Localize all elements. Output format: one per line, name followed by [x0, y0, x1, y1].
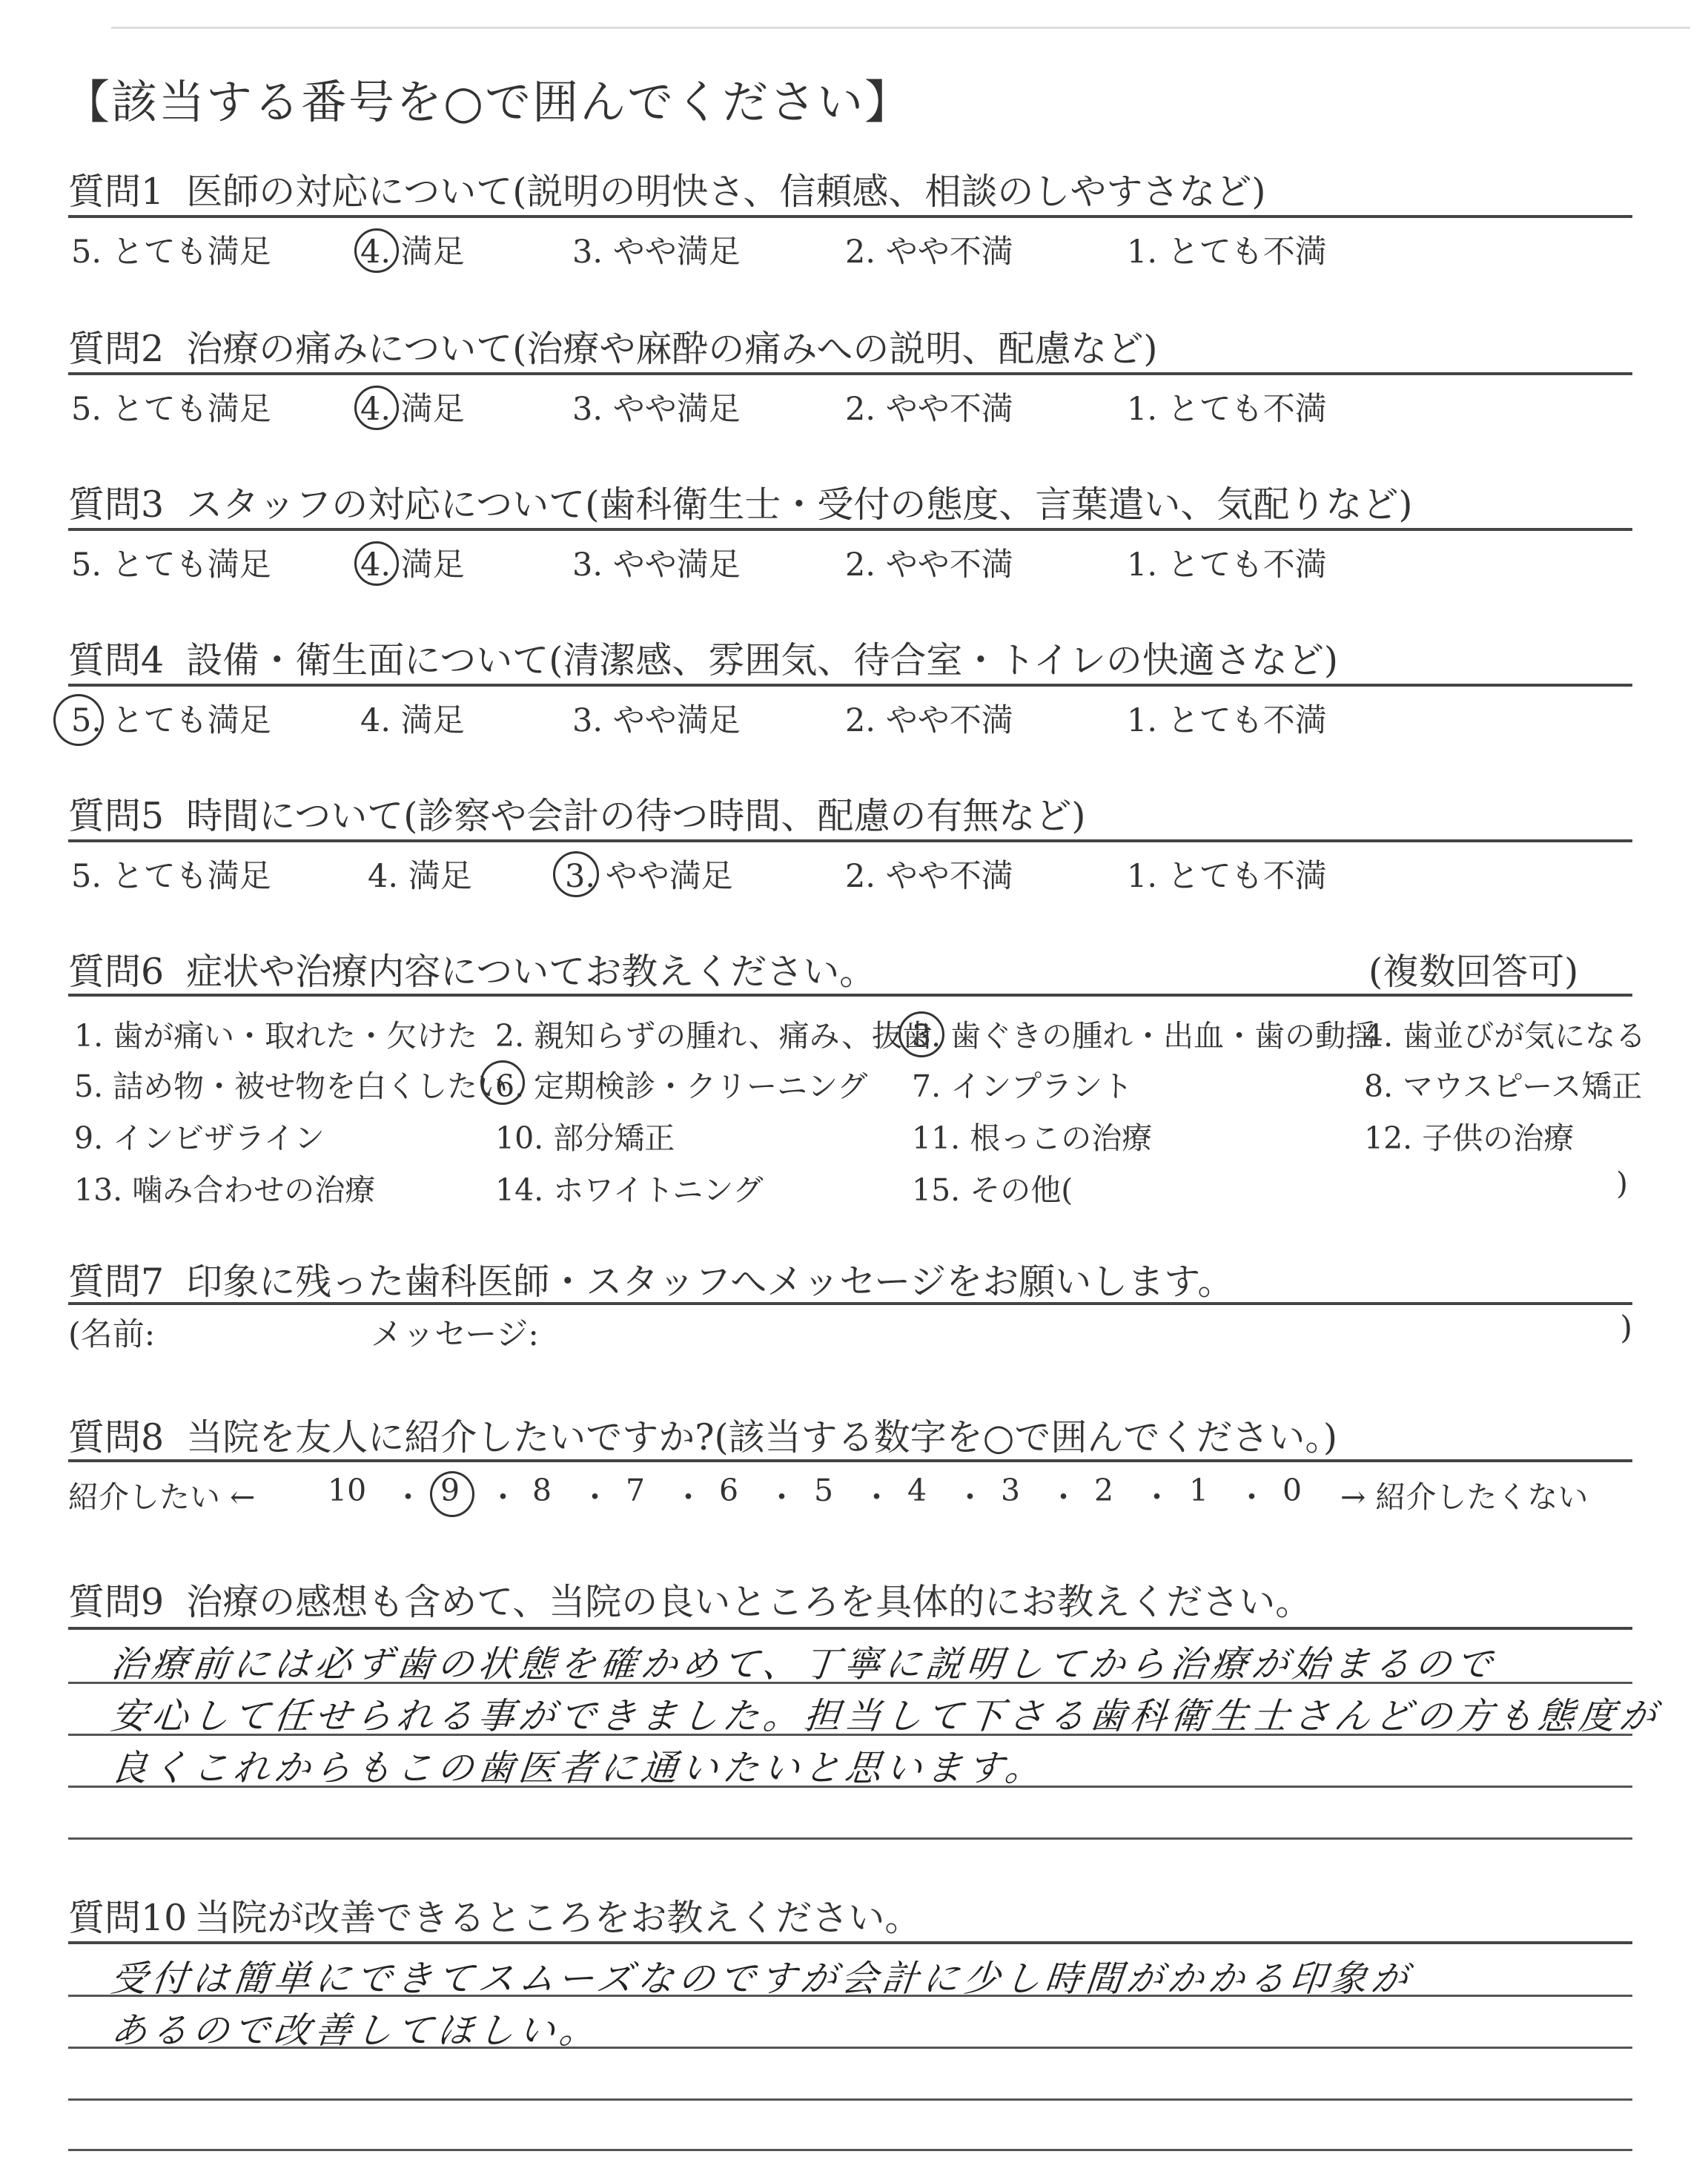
q6-option-15[interactable]: 15. その他( [912, 1172, 1073, 1208]
scale-4[interactable]: 4 [907, 1473, 927, 1508]
question-number: 質問1 [68, 171, 165, 213]
q4-option-4[interactable]: 4. 満足 [360, 702, 465, 739]
scale-dot: ・ [488, 1479, 518, 1515]
question-number: 質問8 [68, 1416, 165, 1459]
question-1-title [68, 163, 1265, 215]
question-10-title [68, 1889, 921, 1941]
q2-option-5[interactable]: 5. とても満足 [71, 391, 271, 428]
q5-option-5[interactable]: 5. とても満足 [71, 858, 271, 895]
q5-option-3[interactable]: 3. やや満足 [565, 858, 733, 895]
q6-option-4[interactable]: 4. 歯並びが気になる [1364, 1018, 1646, 1054]
q1-option-2[interactable]: 2. やや不満 [845, 234, 1013, 271]
question-number: 質問10 [68, 1897, 188, 1939]
question-number: 質問4 [68, 639, 165, 681]
q2-option-2[interactable]: 2. やや不満 [845, 391, 1013, 428]
question-9-title [68, 1573, 1311, 1625]
q2-option-3[interactable]: 3. やや満足 [572, 391, 741, 428]
q6-option-14[interactable]: 14. ホワイトニング [495, 1172, 764, 1208]
q4-option-1[interactable]: 1. とても不満 [1127, 702, 1327, 739]
question-rule [68, 372, 1632, 375]
scale-dot: ・ [580, 1479, 610, 1515]
q9-answer-line-1: 治療前には必ず歯の状態を確かめて、丁寧に説明してから治療が始まるので [108, 1643, 1499, 1685]
scale-left-label: 紹介したい ← [68, 1479, 256, 1515]
page-heading: 【該当する番号を○で囲んでください】 [64, 75, 913, 129]
selection-circle [354, 228, 399, 273]
question-3-title [68, 476, 1412, 528]
scale-5[interactable]: 5 [814, 1473, 834, 1508]
q6-option-7[interactable]: 7. インプラント [912, 1069, 1133, 1104]
question-text: 印象に残った歯科医師・スタッフへメッセージをお願いします。 [186, 1261, 1234, 1303]
question-rule [68, 528, 1632, 531]
question-rule [68, 1302, 1632, 1305]
answer-line [68, 2098, 1632, 2101]
scale-8[interactable]: 8 [532, 1473, 552, 1508]
answer-line [68, 2149, 1632, 2151]
q3-option-5[interactable]: 5. とても満足 [71, 546, 271, 584]
answer-line [68, 1837, 1632, 1840]
scale-right-label: → 紹介したくない [1340, 1479, 1589, 1515]
close-paren: ) [1620, 1309, 1632, 1347]
question-5-title [68, 787, 1085, 839]
question-rule [68, 1459, 1632, 1462]
scale-dot: ・ [1048, 1479, 1079, 1515]
q3-option-2[interactable]: 2. やや不満 [845, 546, 1013, 584]
selection-circle [480, 1060, 525, 1105]
q2-option-4[interactable]: 4. 満足 [360, 391, 465, 428]
q6-option-10[interactable]: 10. 部分矯正 [495, 1120, 675, 1156]
q6-other-close-paren: ) [1616, 1166, 1628, 1201]
scale-dot: ・ [767, 1479, 797, 1515]
question-text: 治療の痛みについて(治療や麻酔の痛みへの説明、配慮など) [186, 328, 1158, 370]
message-label: メッセージ: [371, 1316, 539, 1353]
question-text: 当院が改善できるところをお教えください。 [194, 1897, 921, 1939]
question-number: 質問6 [68, 951, 165, 993]
q6-option-1[interactable]: 1. 歯が痛い・取れた・欠けた [74, 1018, 478, 1054]
question-rule [68, 994, 1632, 997]
scale-dot: ・ [861, 1479, 892, 1515]
selection-circle [53, 694, 104, 746]
question-2-title [68, 320, 1157, 372]
q6-option-9[interactable]: 9. インビザライン [74, 1120, 325, 1156]
q4-option-5[interactable]: 5. とても満足 [71, 702, 271, 739]
question-rule [68, 839, 1632, 842]
scale-9[interactable]: 9 [440, 1473, 460, 1508]
q6-option-3[interactable]: 3. 歯ぐきの腫れ・出血・歯の動揺 [912, 1018, 1377, 1054]
selection-circle [354, 541, 399, 586]
question-text: スタッフの対応について(歯科衛生士・受付の態度、言葉遣い、気配りなど) [186, 483, 1413, 526]
question-text: 治療の感想も含めて、当院の良いところを具体的にお教えください。 [186, 1581, 1312, 1623]
q2-option-1[interactable]: 1. とても不満 [1127, 391, 1327, 428]
selection-circle [430, 1471, 474, 1517]
question-4-title [68, 632, 1338, 684]
question-rule [68, 684, 1632, 687]
q6-option-11[interactable]: 11. 根っこの治療 [912, 1120, 1153, 1156]
question-text: 医師の対応について(説明の明快さ、信頼感、相談のしやすさなど) [186, 171, 1266, 213]
q1-option-5[interactable]: 5. とても満足 [71, 234, 271, 271]
question-text: 当院を友人に紹介したいですか?(該当する数字を○で囲んでください。) [186, 1416, 1337, 1459]
q6-option-12[interactable]: 12. 子供の治療 [1364, 1120, 1575, 1156]
selection-circle [553, 851, 599, 897]
scale-1[interactable]: 1 [1189, 1473, 1209, 1508]
scale-dot: ・ [673, 1479, 704, 1515]
q5-option-4[interactable]: 4. 満足 [368, 858, 472, 895]
q9-answer-line-3: 良くこれからもこの歯医者に通いたいと思います。 [108, 1747, 1048, 1789]
top-border [111, 27, 1690, 29]
name-label: (名前: [68, 1316, 156, 1353]
q10-answer-line-2: あるので改善してほしい。 [108, 2009, 603, 2052]
question-7-title [68, 1253, 1234, 1305]
q3-option-1[interactable]: 1. とても不満 [1127, 546, 1327, 584]
question-text: 症状や治療内容についてお教えください。 [186, 951, 876, 993]
question-rule [68, 1941, 1632, 1944]
q4-option-3[interactable]: 3. やや満足 [572, 702, 741, 739]
selection-circle [898, 1011, 944, 1057]
q5-option-2[interactable]: 2. やや不満 [845, 858, 1013, 895]
question-number: 質問3 [68, 483, 165, 526]
scale-dot: ・ [393, 1479, 423, 1515]
scale-7[interactable]: 7 [626, 1473, 646, 1508]
scale-10[interactable]: 10 [328, 1473, 367, 1508]
q1-option-1[interactable]: 1. とても不満 [1127, 234, 1327, 271]
question-number: 質問7 [68, 1261, 165, 1303]
scale-6[interactable]: 6 [719, 1473, 739, 1508]
question-rule [68, 1627, 1632, 1630]
q6-option-13[interactable]: 13. 噛み合わせの治療 [74, 1172, 376, 1208]
q3-option-3[interactable]: 3. やや満足 [572, 546, 741, 584]
scale-dot: ・ [1142, 1479, 1172, 1515]
q10-answer-line-1: 受付は簡単にできてスムーズなのですが会計に少し時間がかかる印象が [108, 1958, 1414, 2000]
question-8-title [68, 1409, 1337, 1461]
scale-0[interactable]: 0 [1282, 1473, 1302, 1508]
question-6-title [68, 943, 875, 995]
q9-answer-line-2: 安心して任せられる事ができました。担当して下さる歯科衛生士さんどの方も態度が [108, 1695, 1663, 1737]
q6-option-6[interactable]: 6. 定期検診・クリーニング [495, 1069, 868, 1104]
q6-option-8[interactable]: 8. マウスピース矯正 [1364, 1069, 1643, 1104]
scale-dot: ・ [1237, 1479, 1267, 1515]
scale-2[interactable]: 2 [1094, 1473, 1114, 1508]
q1-option-4[interactable]: 4. 満足 [360, 234, 465, 271]
question-number: 質問9 [68, 1581, 165, 1623]
question-number: 質問2 [68, 328, 165, 370]
selection-circle [354, 386, 399, 430]
multiple-answer-note: (複数回答可) [1368, 951, 1579, 993]
q3-option-4[interactable]: 4. 満足 [360, 546, 465, 584]
question-number: 質問5 [68, 795, 165, 837]
q6-option-2[interactable]: 2. 親知らずの腫れ、痛み、抜歯 [495, 1018, 933, 1054]
q1-option-3[interactable]: 3. やや満足 [572, 234, 741, 271]
scale-dot: ・ [955, 1479, 985, 1515]
question-text: 時間について(診察や会計の待つ時間、配慮の有無など) [186, 795, 1086, 837]
scale-3[interactable]: 3 [1001, 1473, 1021, 1508]
q5-option-1[interactable]: 1. とても不満 [1127, 858, 1327, 895]
question-text: 設備・衛生面について(清潔感、雰囲気、待合室・トイレの快適さなど) [186, 639, 1338, 681]
q4-option-2[interactable]: 2. やや不満 [845, 702, 1013, 739]
q6-option-5[interactable]: 5. 詰め物・被せ物を白くしたい [74, 1069, 509, 1104]
question-rule [68, 215, 1632, 218]
